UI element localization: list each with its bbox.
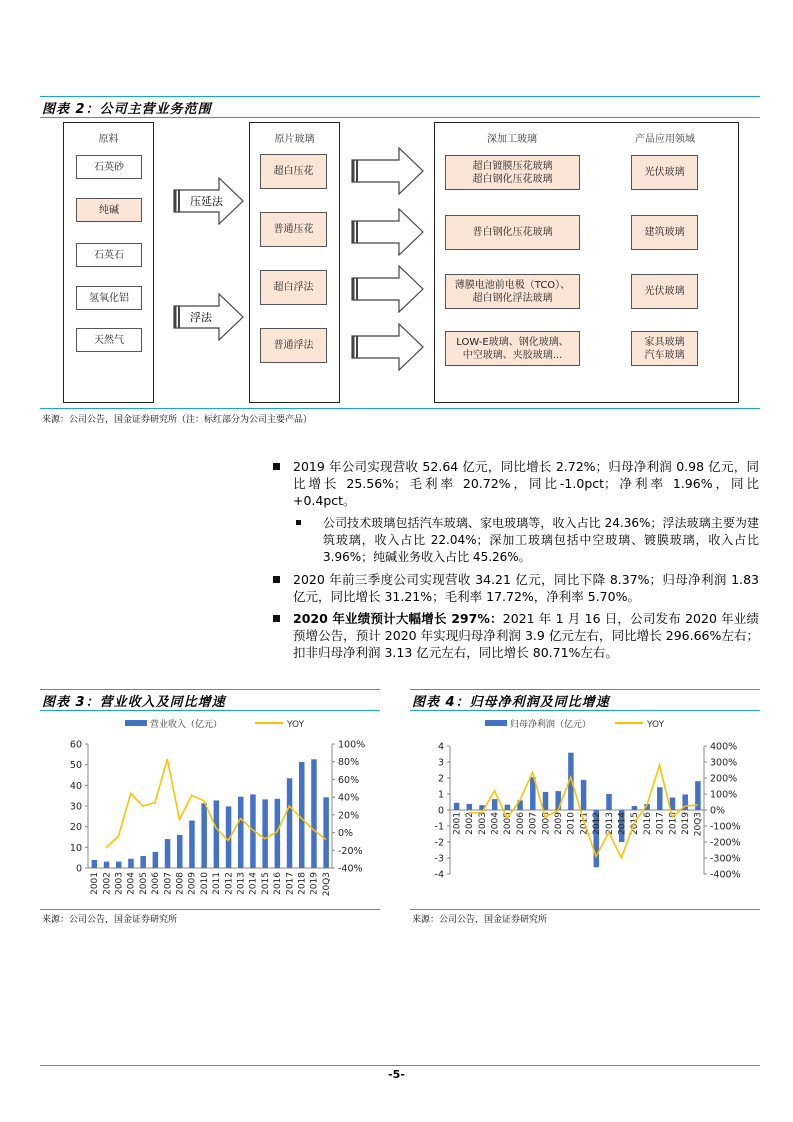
footer-divider bbox=[40, 1065, 760, 1066]
page-number: -5- bbox=[388, 1068, 405, 1081]
y2-tick-label: 400% bbox=[710, 741, 738, 753]
x-tick-label: 2011 bbox=[212, 872, 223, 895]
sheet-glass-item: 普通浮法 bbox=[260, 328, 327, 363]
revenue-bar bbox=[581, 780, 587, 810]
bullet-icon bbox=[273, 576, 280, 583]
legend-label: YOY bbox=[287, 720, 305, 730]
x-tick-label: 2014 bbox=[248, 872, 259, 895]
bullet-2020q3: 2020 年前三季度公司实现营收 34.21 亿元，同比下降 8.37%；归母净利润 1.83 亿元，同比增长 31.21%；毛利率 17.72%，净利率 5.70%。 bbox=[293, 572, 759, 604]
revenue-bar bbox=[238, 797, 244, 868]
y2-tick-label: 100% bbox=[710, 789, 738, 801]
y2-tick-label: -100% bbox=[710, 821, 741, 833]
x-tick-label: 2003 bbox=[114, 872, 125, 895]
y-tick-label: 3 bbox=[437, 757, 444, 769]
y2-tick-label: 300% bbox=[710, 757, 738, 769]
x-tick-label: 2004 bbox=[126, 872, 137, 895]
y2-tick-label: -40% bbox=[338, 863, 363, 875]
revenue-bar bbox=[128, 859, 134, 868]
revenue-bar bbox=[153, 852, 159, 868]
bullet-segments: 公司技术玻璃包括汽车玻璃、家电玻璃等，收入占比 24.36%；浮法玻璃主要为建筑玻璃，收入占比 22.04%；深加工玻璃包括中空玻璃、镀膜玻璃，收入占比 3.96%；纯碱业务收入占比 45.26%。 bbox=[323, 516, 759, 564]
deep-processing-item: 超白镀膜压花玻璃 超白钢化压花玻璃 bbox=[445, 155, 580, 190]
y-tick-label: -2 bbox=[434, 837, 444, 849]
revenue-bar bbox=[140, 856, 146, 868]
sheet-glass-item: 超白浮法 bbox=[260, 270, 327, 305]
y-tick-label: 4 bbox=[437, 741, 444, 753]
x-tick-label: 2017 bbox=[285, 872, 296, 895]
forecast-text: 2021 年 1 月 16 日，公司发布 2020 年业绩预增公告，预计 2020 年实现归母净利润 3.9 亿元左右，同比增长 296.66%左右；扣非归母净利润 3.13 亿元左右，同比增长 80.71%左右。 bbox=[293, 611, 759, 660]
y-tick-label: 10 bbox=[69, 842, 82, 854]
x-tick-label: 2007 bbox=[528, 812, 539, 835]
sheet-header: 原片玻璃 bbox=[274, 134, 315, 145]
x-tick-label: 2004 bbox=[490, 812, 501, 835]
deep-processing-item: 普白钢化压花玻璃 bbox=[445, 215, 580, 250]
y-tick-label: -3 bbox=[434, 853, 444, 865]
x-tick-label: 2012 bbox=[592, 812, 603, 835]
arrow-right-icon bbox=[351, 208, 425, 256]
legend-label: 归母净利润（亿元） bbox=[510, 720, 592, 730]
y2-tick-label: 40% bbox=[338, 792, 360, 804]
revenue-bar bbox=[287, 778, 293, 868]
figure4-source: 来源：公司公告，国金证券研究所 bbox=[412, 915, 548, 925]
legend-bar-swatch bbox=[485, 720, 507, 726]
revenue-bar bbox=[323, 797, 329, 868]
deep-header: 深加工玻璃 bbox=[487, 134, 537, 145]
bullet-icon bbox=[273, 615, 280, 622]
x-tick-label: 2019 bbox=[680, 812, 691, 835]
sheet-glass-item: 普通压花 bbox=[260, 212, 327, 247]
x-tick-label: 20Q3 bbox=[321, 872, 332, 897]
x-tick-label: 2018 bbox=[297, 872, 308, 895]
y2-tick-label: 200% bbox=[710, 773, 738, 785]
y-tick-label: 30 bbox=[69, 801, 82, 813]
divider bbox=[40, 117, 760, 118]
y-tick-label: 50 bbox=[69, 760, 82, 772]
revenue-bar bbox=[505, 805, 511, 810]
y2-tick-label: 20% bbox=[338, 810, 360, 822]
raw-material-item: 石英石 bbox=[76, 243, 142, 267]
revenue-bar bbox=[104, 862, 110, 868]
deep-processing-item: LOW-E玻璃、钢化玻璃、 中空玻璃、夹胶玻璃... bbox=[445, 331, 580, 366]
divider bbox=[40, 408, 760, 409]
divider bbox=[40, 909, 380, 910]
application-item: 光伏玻璃 bbox=[631, 155, 698, 190]
x-tick-label: 2013 bbox=[604, 812, 615, 835]
x-tick-label: 2017 bbox=[655, 812, 666, 835]
revenue-bar bbox=[214, 800, 220, 868]
revenue-bar bbox=[262, 799, 268, 868]
x-tick-label: 2019 bbox=[309, 872, 320, 895]
revenue-bar bbox=[189, 820, 195, 868]
divider bbox=[40, 710, 380, 711]
x-tick-label: 2018 bbox=[668, 812, 679, 835]
sheet-glass-item: 超白压花 bbox=[260, 154, 327, 189]
revenue-chart bbox=[40, 712, 380, 908]
raw-material-item: 纯碱 bbox=[76, 198, 142, 222]
y-tick-label: 20 bbox=[69, 822, 82, 834]
divider bbox=[410, 689, 760, 690]
revenue-bar bbox=[454, 803, 460, 810]
revenue-bar bbox=[543, 792, 549, 810]
revenue-bar bbox=[657, 787, 663, 810]
figure2-source: 来源：公司公告，国金证券研究所（注：标红部分为公司主要产品） bbox=[42, 415, 313, 425]
x-tick-label: 2014 bbox=[617, 812, 628, 835]
application-item: 建筑玻璃 bbox=[631, 215, 698, 250]
x-tick-label: 2011 bbox=[579, 812, 590, 835]
process-label: 浮法 bbox=[190, 311, 212, 324]
x-tick-label: 2009 bbox=[187, 872, 198, 895]
x-tick-label: 2012 bbox=[224, 872, 235, 895]
y-tick-label: 40 bbox=[69, 780, 82, 792]
revenue-bar bbox=[201, 803, 207, 868]
x-tick-label: 2007 bbox=[163, 872, 174, 895]
revenue-bar bbox=[165, 839, 171, 868]
arrow-right-icon bbox=[351, 265, 425, 313]
y-tick-label: 1 bbox=[437, 789, 444, 801]
revenue-bar bbox=[467, 804, 473, 810]
x-tick-label: 2010 bbox=[566, 812, 577, 835]
bullet-icon bbox=[273, 463, 280, 470]
x-tick-label: 2002 bbox=[102, 872, 113, 895]
app-header: 产品应用领域 bbox=[635, 134, 695, 145]
revenue-bar bbox=[606, 794, 612, 810]
y-tick-label: -1 bbox=[434, 821, 444, 833]
x-tick-label: 2008 bbox=[175, 872, 186, 895]
arrow-right-icon bbox=[351, 323, 425, 371]
x-tick-label: 2009 bbox=[553, 812, 564, 835]
yoy-line bbox=[469, 765, 698, 858]
x-tick-label: 2003 bbox=[477, 812, 488, 835]
revenue-bar bbox=[116, 862, 122, 868]
raw-material-item: 石英砂 bbox=[76, 155, 142, 179]
y-tick-label: 0 bbox=[437, 805, 444, 817]
legend-label: 营业收入（亿元） bbox=[150, 720, 223, 730]
revenue-bar bbox=[632, 806, 638, 810]
x-tick-label: 2005 bbox=[503, 812, 514, 835]
y2-tick-label: -300% bbox=[710, 853, 741, 865]
revenue-bar bbox=[555, 791, 561, 810]
y2-tick-label: 0% bbox=[338, 828, 354, 840]
application-item: 家具玻璃 汽车玻璃 bbox=[631, 331, 698, 366]
legend-label: YOY bbox=[647, 720, 665, 730]
application-item: 光伏玻璃 bbox=[631, 274, 698, 309]
arrow-right-icon bbox=[351, 147, 425, 195]
divider bbox=[40, 96, 760, 97]
x-tick-label: 2002 bbox=[465, 812, 476, 835]
deep-processing-item: 薄膜电池前电极（TCO）、 超白钢化浮法玻璃 bbox=[445, 274, 580, 309]
bullet-2019: 2019 年公司实现营收 52.64 亿元，同比增长 2.72%；归母净利润 0.98 亿元，同比增长 25.56%；毛利率 20.72%，同比-1.0pct；净利率 1.96%，同比+0.4pct。 bbox=[293, 459, 759, 508]
figure2-title: 图表 2：公司主营业务范围 bbox=[42, 102, 212, 117]
y2-tick-label: 100% bbox=[338, 739, 366, 751]
x-tick-label: 2006 bbox=[515, 812, 526, 835]
x-tick-label: 2010 bbox=[199, 872, 210, 895]
net-profit-chart bbox=[410, 712, 760, 908]
x-tick-label: 2015 bbox=[630, 812, 641, 835]
forecast-headline: 2020 年业绩预计大幅增长 297%： bbox=[293, 611, 503, 626]
y-tick-label: 0 bbox=[75, 863, 82, 875]
y2-tick-label: -20% bbox=[338, 845, 363, 857]
x-tick-label: 2015 bbox=[260, 872, 271, 895]
y2-tick-label: -200% bbox=[710, 837, 741, 849]
y-tick-label: -4 bbox=[434, 869, 444, 881]
revenue-bar bbox=[299, 762, 305, 868]
x-tick-label: 2001 bbox=[452, 812, 463, 835]
figure4-title: 图表 4：归母净利润及同比增速 bbox=[412, 695, 610, 710]
bullet-2020-forecast bbox=[293, 610, 759, 661]
y2-tick-label: 0% bbox=[710, 805, 726, 817]
x-tick-label: 2005 bbox=[138, 872, 149, 895]
figure3-source: 来源：公司公告，国金证券研究所 bbox=[42, 915, 178, 925]
revenue-bar bbox=[492, 799, 498, 810]
x-tick-label: 2013 bbox=[236, 872, 247, 895]
y-tick-label: 60 bbox=[69, 739, 82, 751]
bullet-icon bbox=[296, 520, 301, 525]
x-tick-label: 20Q3 bbox=[693, 812, 704, 837]
x-tick-label: 2001 bbox=[90, 872, 101, 895]
y-tick-label: 2 bbox=[437, 773, 444, 785]
raw-header: 原料 bbox=[98, 134, 119, 145]
figure3-title: 图表 3：营业收入及同比增速 bbox=[42, 695, 226, 710]
divider bbox=[410, 909, 760, 910]
revenue-bar bbox=[311, 759, 317, 868]
legend-bar-swatch bbox=[125, 720, 147, 726]
x-tick-label: 2016 bbox=[642, 812, 653, 835]
x-tick-label: 2016 bbox=[273, 872, 284, 895]
raw-material-item: 天然气 bbox=[76, 328, 142, 352]
y2-tick-label: 80% bbox=[338, 757, 360, 769]
revenue-bar bbox=[92, 860, 98, 868]
x-tick-label: 2006 bbox=[151, 872, 162, 895]
revenue-bar bbox=[177, 835, 183, 868]
divider bbox=[410, 710, 760, 711]
divider bbox=[40, 689, 380, 690]
process-label: 压延法 bbox=[190, 195, 223, 208]
y2-tick-label: -400% bbox=[710, 869, 741, 881]
raw-material-item: 氢氧化铝 bbox=[76, 286, 142, 310]
y2-tick-label: 60% bbox=[338, 774, 360, 786]
x-tick-label: 2008 bbox=[541, 812, 552, 835]
